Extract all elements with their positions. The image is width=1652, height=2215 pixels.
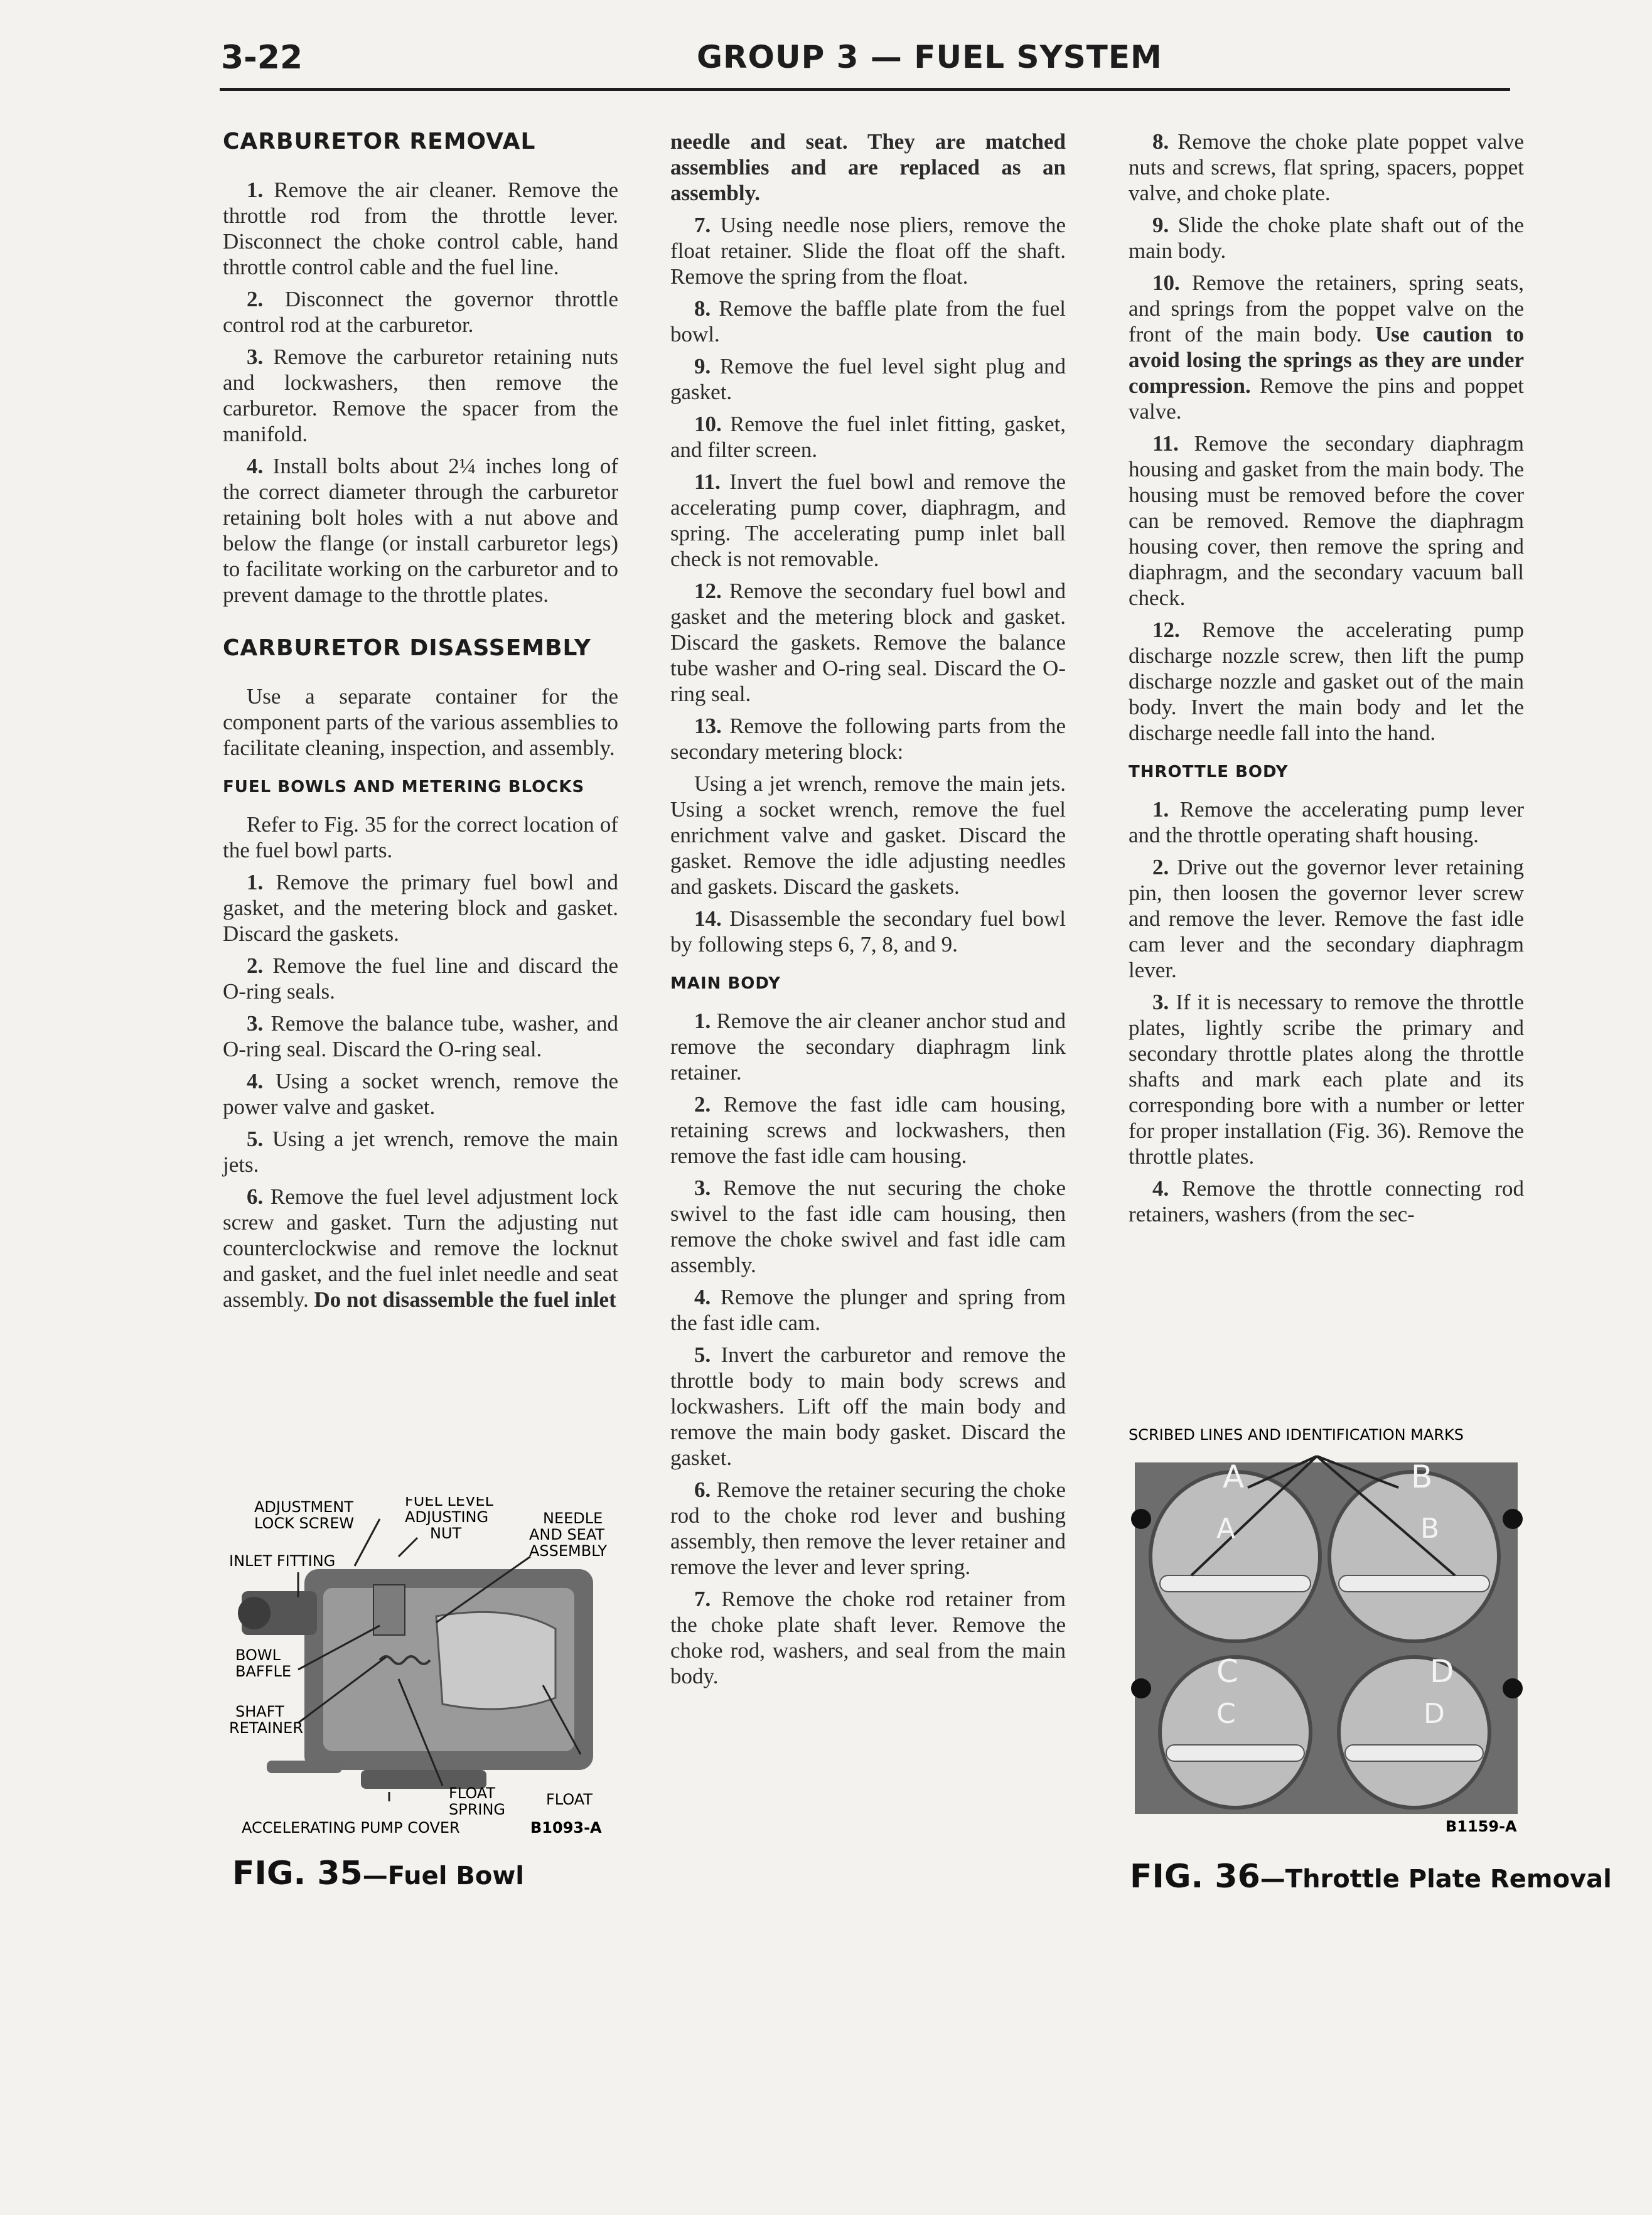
fuel-bowl-step: 12. Remove the secondary fuel bowl and gasket and the metering block and gasket. Discard the gaskets. Remove the balance tube washer and O-ring seal. Discard the O-ring seal. <box>670 579 1066 706</box>
page-header-title: GROUP 3 — FUEL SYSTEM <box>697 39 1162 75</box>
throttle-step: 2. Drive out the governor lever retaining pin, then loosen the governor lever screw and remove the lever. Remove the fast idle cam lever and the secondary diaphragm lever. <box>1129 855 1524 982</box>
throttle-plate-illustration <box>1129 1425 1530 1833</box>
figure-36-code: B1159-A <box>1446 1818 1517 1833</box>
figure-36-caption: FIG. 36—Throttle Plate Removal <box>1130 1858 1612 1896</box>
float-shape <box>436 1612 555 1709</box>
label-lock-screw: LOCK SCREW <box>254 1515 355 1532</box>
removal-step: 3. Remove the carburetor retaining nuts and lockwashers, then remove the carburetor. Remove the spacer from the manifold. <box>223 345 618 446</box>
fuel-bowl-step: 5. Using a jet wrench, remove the main jets. <box>223 1127 618 1177</box>
label-float-spring-2: SPRING <box>449 1801 506 1818</box>
removal-step: 1. Remove the air cleaner. Remove the throttle rod from the throttle lever. Disconnect the choke control cable, hand throttle control cable and the fuel line. <box>223 178 618 279</box>
bore-a <box>1150 1472 1320 1641</box>
label-assembly: ASSEMBLY <box>529 1542 608 1560</box>
main-body-step-10: 10. Remove the retainers, spring seats, and springs from the poppet valve on the front of the main body. Use caution to avoid losing the springs as they are under compression. Remove the pins and poppet valve. <box>1129 271 1524 424</box>
removal-step: 4. Install bolts about 2¼ inches long of the correct diameter through the carburetor retaining bolt holes with a nut above and below the flange (or install carburetor legs) to facilitate working on the carburetor and to prevent damage to the throttle plates. <box>223 454 618 607</box>
fuel-bowl-step-14: 14. Disassemble the secondary fuel bowl by following steps 6, 7, 8, and 9. <box>670 906 1066 957</box>
heading-main-body: MAIN BODY <box>670 974 781 993</box>
letter-b-top: B <box>1411 1459 1433 1495</box>
main-body-step: 9. Slide the choke plate shaft out of the main body. <box>1129 213 1524 263</box>
fuel-bowl-step: 4. Using a socket wrench, remove the power valve and gasket. <box>223 1069 618 1119</box>
balance-tube-shape <box>267 1761 342 1773</box>
label-bowl: BOWL <box>235 1646 281 1664</box>
continued-warning: needle and seat. They are matched assemblies and are replaced as an assembly. <box>670 129 1066 205</box>
figure-35-caption: FIG. 35—Fuel Bowl <box>232 1855 524 1892</box>
label-float-spring-1: FLOAT <box>449 1784 496 1802</box>
letter-c-bore: C <box>1216 1698 1236 1730</box>
page-number: 3-22 <box>221 39 303 77</box>
label-retainer: RETAINER <box>229 1719 303 1737</box>
figure-36-throttle-plate <box>1129 1425 1530 1864</box>
letter-c-top: C <box>1216 1653 1238 1690</box>
main-body-step: 8. Remove the choke plate poppet valve nuts and screws, flat spring, spacers, poppet valve, and choke plate. <box>1129 129 1524 205</box>
throttle-step: 1. Remove the accelerating pump lever and the throttle operating shaft housing. <box>1129 797 1524 847</box>
fuel-bowl-step: 10. Remove the fuel inlet fitting, gasket, and filter screen. <box>670 412 1066 462</box>
bore-d <box>1339 1657 1489 1808</box>
label-fuel-level: FUEL LEVEL <box>405 1497 494 1510</box>
bolt-hole <box>1131 1509 1151 1529</box>
throttle-step: 4. Remove the throttle connecting rod retainers, washers (from the sec- <box>1129 1176 1524 1226</box>
column-1 <box>223 129 618 1319</box>
fuel-bowl-step: 3. Remove the balance tube, washer, and O-ring seal. Discard the O-ring seal. <box>223 1011 618 1061</box>
main-body-step: 1. Remove the air cleaner anchor stud and remove the secondary diaphragm link retainer. <box>670 1009 1066 1085</box>
bolt-hole <box>1131 1678 1151 1698</box>
letter-d-top: D <box>1430 1653 1454 1690</box>
heading-carburetor-disassembly: CARBURETOR DISASSEMBLY <box>223 635 591 661</box>
figure-35-fuel-bowl <box>229 1497 631 1848</box>
header-rule <box>220 88 1510 91</box>
removal-step: 2. Disconnect the governor throttle control rod at the carburetor. <box>223 287 618 337</box>
label-adjusting: ADJUSTING <box>405 1508 489 1526</box>
label-pump-cover: ACCELERATING PUMP COVER <box>242 1819 460 1837</box>
label-adjustment: ADJUSTMENT <box>254 1498 353 1516</box>
main-body-step: 3. Remove the nut securing the choke swivel to the fast idle cam housing, then remove the choke swivel and fast idle cam assembly. <box>670 1176 1066 1277</box>
bolt-hole <box>1503 1678 1523 1698</box>
main-body-step: 2. Remove the fast idle cam housing, retaining screws and lockwashers, then remove the fast idle cam housing. <box>670 1092 1066 1168</box>
secondary-shaft-c <box>1166 1745 1304 1761</box>
bore-b <box>1329 1472 1499 1641</box>
jets-paragraph: Using a jet wrench, remove the main jets. Using a socket wrench, remove the fuel enrichment valve and gasket. Discard the gasket. Remove the idle adjusting needles and gaskets. Discard the gaskets. <box>670 771 1066 899</box>
primary-shaft-a <box>1160 1575 1311 1592</box>
column-2 <box>670 129 1066 1695</box>
label-nut: NUT <box>430 1525 462 1542</box>
fuel-bowl-step: 13. Remove the following parts from the secondary metering block: <box>670 714 1066 764</box>
fuel-bowl-illustration <box>229 1497 631 1848</box>
letter-a-bore: A <box>1216 1513 1236 1545</box>
label-and-seat: AND SEAT <box>529 1526 605 1543</box>
label-shaft: SHAFT <box>235 1703 284 1720</box>
bolt-hole <box>1503 1509 1523 1529</box>
letter-d-bore: D <box>1424 1698 1445 1730</box>
leader-line <box>399 1538 417 1557</box>
fuel-bowl-step: 2. Remove the fuel line and discard the O-ring seals. <box>223 953 618 1004</box>
main-body-step: 5. Invert the carburetor and remove the throttle body to main body screws and lockwashers. Lift off the main body and remove the main body gasket. Discard the gasket. <box>670 1343 1066 1470</box>
fuel-bowl-step: 11. Invert the fuel bowl and remove the accelerating pump cover, diaphragm, and spring. The accelerating pump inlet ball check is not removable. <box>670 469 1066 571</box>
leader-line <box>355 1519 380 1566</box>
disassembly-intro: Use a separate container for the component parts of the various assemblies to facilitate cleaning, inspection, and assembly. <box>223 684 618 760</box>
fuel-bowls-intro: Refer to Fig. 35 for the correct location of the fuel bowl parts. <box>223 812 618 862</box>
label-needle: NEEDLE <box>543 1510 603 1527</box>
primary-shaft-b <box>1339 1575 1489 1592</box>
label-baffle: BAFFLE <box>235 1663 292 1680</box>
column-3 <box>1129 129 1524 1233</box>
main-body-step: 12. Remove the accelerating pump discharge nozzle screw, then lift the pump discharge nozzle and gasket out of the main body. Invert the main body and let the discharge needle fall into the hand. <box>1129 618 1524 745</box>
label-float: FLOAT <box>546 1791 593 1808</box>
main-body-step: 4. Remove the plunger and spring from the fast idle cam. <box>670 1285 1066 1335</box>
main-body-step: 7. Remove the choke rod retainer from the choke plate shaft lever. Remove the choke rod, washers, and seal from the main body. <box>670 1587 1066 1688</box>
fuel-bowl-step: 7. Using needle nose pliers, remove the float retainer. Slide the float off the shaft. Remove the spring from the float. <box>670 213 1066 289</box>
fuel-bowl-step: 9. Remove the fuel level sight plug and gasket. <box>670 354 1066 404</box>
heading-throttle-body: THROTTLE BODY <box>1129 763 1289 781</box>
heading-fuel-bowls: FUEL BOWLS AND METERING BLOCKS <box>223 778 585 796</box>
letter-a-top: A <box>1223 1459 1245 1495</box>
figure-35-code: B1093-A <box>530 1819 602 1837</box>
secondary-shaft-d <box>1345 1745 1483 1761</box>
label-scribed-lines: SCRIBED LINES AND IDENTIFICATION MARKS <box>1129 1426 1464 1444</box>
letter-b-bore: B <box>1420 1513 1440 1545</box>
fuel-bowl-step-6: 6. Remove the fuel level adjustment lock screw and gasket. Turn the adjusting nut counterclockwise and remove the locknut and gasket, and the fuel inlet needle and seat assembly. Do not disassemble the fuel inlet <box>223 1184 618 1312</box>
main-body-step: 11. Remove the secondary diaphragm housing and gasket from the main body. The housing must be removed before the cover can be removed. Remove the diaphragm housing cover, then remove the spring and diaphragm, and the secondary vacuum ball check. <box>1129 431 1524 610</box>
label-inlet-fitting: INLET FITTING <box>229 1552 336 1570</box>
fuel-bowl-step: 1. Remove the primary fuel bowl and gasket, and the metering block and gasket. Discard the gaskets. <box>223 870 618 946</box>
fuel-bowl-step: 8. Remove the baffle plate from the fuel bowl. <box>670 296 1066 346</box>
heading-carburetor-removal: CARBURETOR REMOVAL <box>223 129 536 154</box>
inlet-fitting-opening <box>238 1597 271 1629</box>
throttle-step: 3. If it is necessary to remove the throttle plates, lightly scribe the primary and secondary throttle plates along the throttle shafts and mark each plate and its corresponding bore with a number or letter for proper installation (Fig. 36). Remove the throttle plates. <box>1129 990 1524 1169</box>
main-body-step: 6. Remove the retainer securing the choke rod to the choke rod lever and bushing assembly, then remove the lever retainer and remove the lever and lever spring. <box>670 1478 1066 1579</box>
